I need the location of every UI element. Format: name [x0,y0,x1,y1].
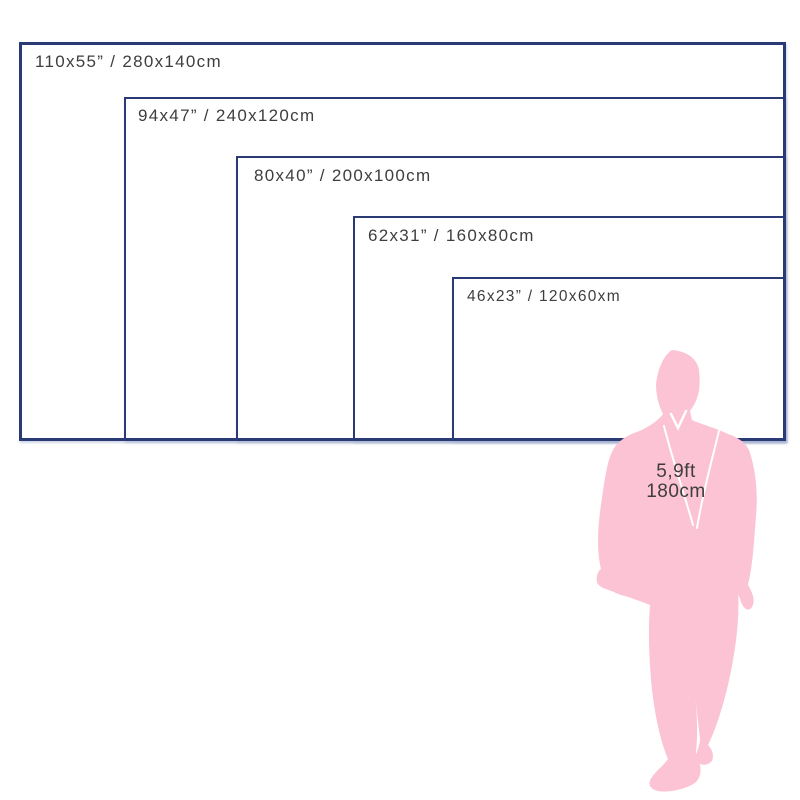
size-label-200x100: 80x40” / 200x100cm [254,166,432,185]
person-body-shape [597,350,757,792]
person-height-cm: 180cm [646,481,706,502]
person-height-label [610,462,742,502]
size-label-240x120: 94x47” / 240x120cm [138,106,316,125]
size-label-120x60: 46x23” / 120x60xm [467,288,621,305]
person-height-ft: 5,9ft [656,461,696,482]
person-silhouette [588,348,766,796]
size-label-280x140: 110x55” / 280x140cm [35,52,222,71]
size-label-160x80: 62x31” / 160x80cm [368,226,535,245]
